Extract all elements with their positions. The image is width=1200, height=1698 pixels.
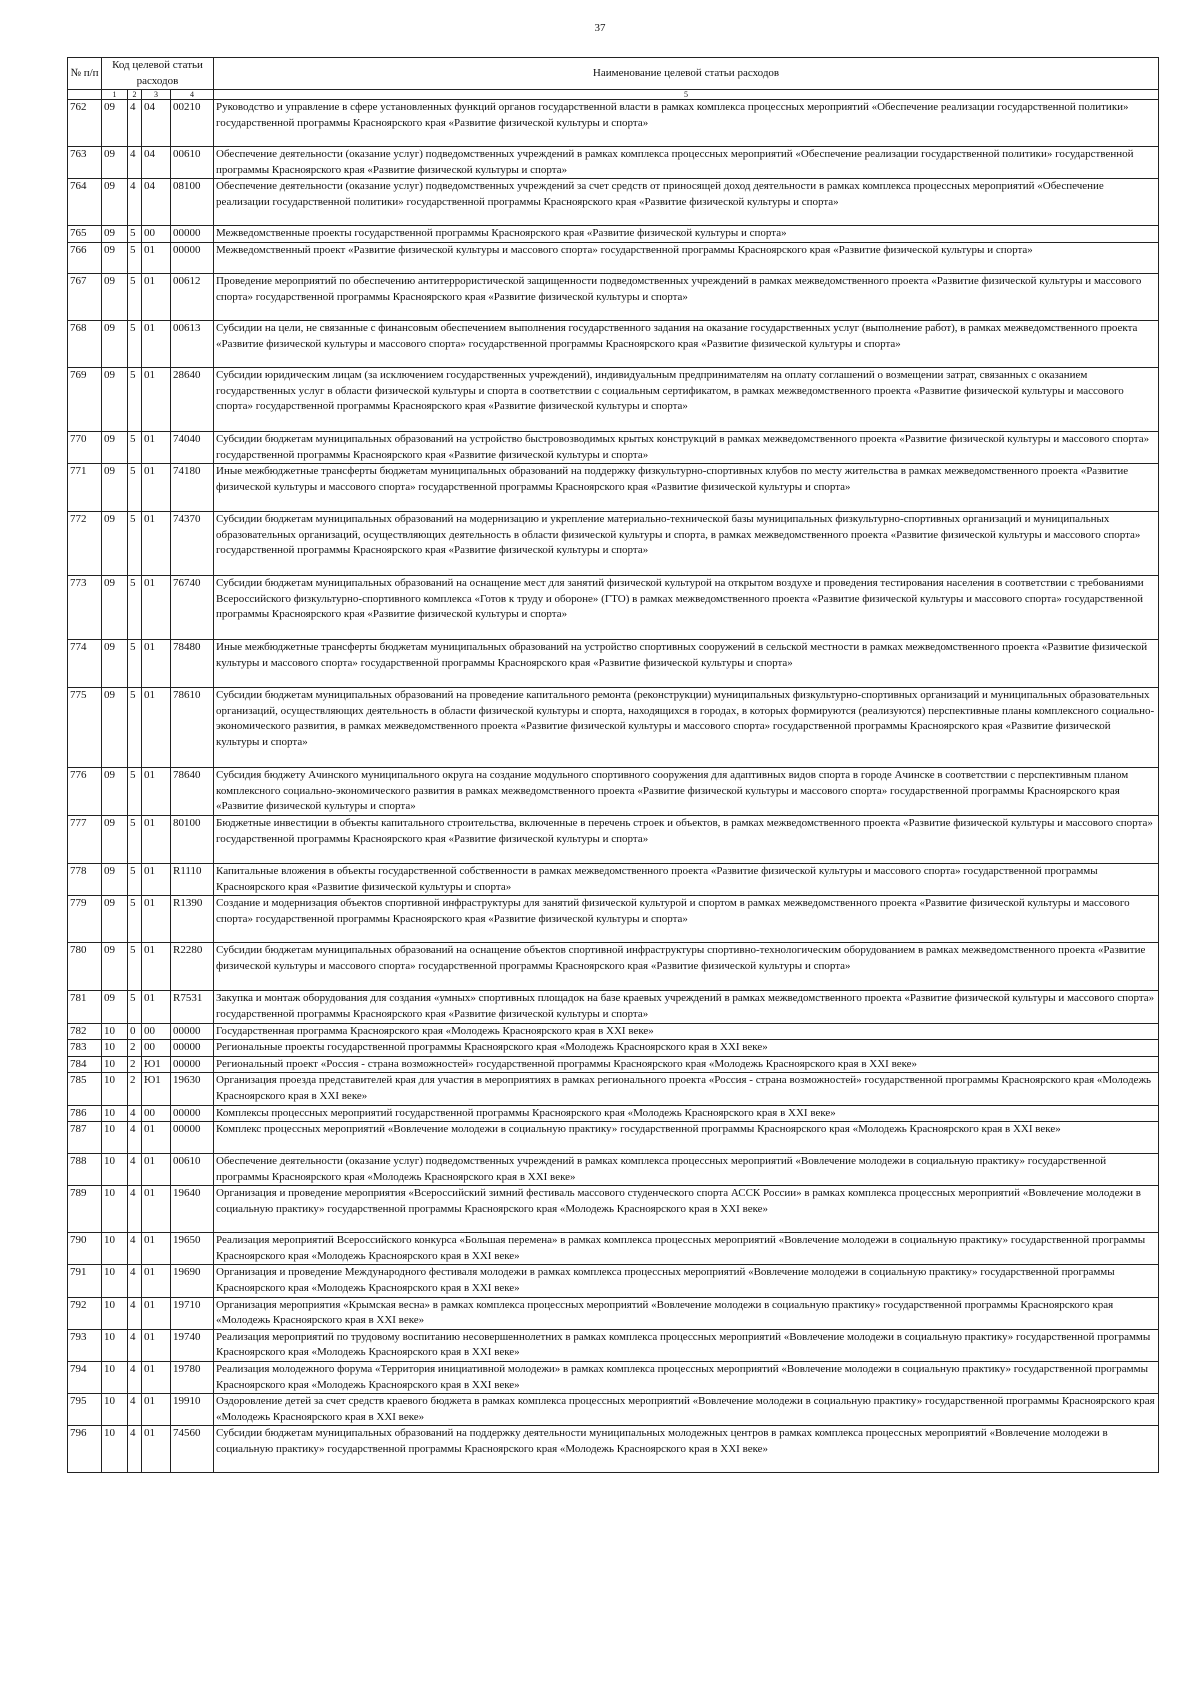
code-part-2: 4 <box>128 1186 142 1233</box>
row-number: 764 <box>68 179 102 226</box>
table-row <box>68 1040 1159 1057</box>
code-part-3: 01 <box>142 1329 171 1361</box>
row-number: 767 <box>68 273 102 320</box>
code-part-3: 01 <box>142 1265 171 1297</box>
code-part-4: 78640 <box>171 768 214 816</box>
table-row <box>68 1233 1159 1265</box>
code-part-2: 4 <box>128 179 142 226</box>
table-row <box>68 273 1159 320</box>
code-part-1: 09 <box>102 864 128 896</box>
table-row <box>68 1122 1159 1154</box>
code-part-3: 01 <box>142 320 171 367</box>
table-row <box>68 943 1159 991</box>
code-part-1: 09 <box>102 512 128 576</box>
expense-name: Комплекс процессных мероприятий «Вовлечение молодежи в социальную практику» государственной программы Красноярского края «Молодежь Красноярского края в XXI веке» <box>214 1122 1159 1154</box>
code-part-1: 10 <box>102 1056 128 1073</box>
row-number: 783 <box>68 1040 102 1057</box>
code-part-3: 01 <box>142 768 171 816</box>
row-number: 777 <box>68 816 102 864</box>
code-part-4: 74370 <box>171 512 214 576</box>
code-part-3: 01 <box>142 512 171 576</box>
expense-name: Закупка и монтаж оборудования для создания «умных» спортивных площадок на базе краевых учреждений в рамках межведомственного проекта «Развитие физической культуры и массового спорта» государственной программы Красноярского края «Развитие физической культуры и спорта» <box>214 991 1159 1023</box>
code-part-2: 5 <box>128 640 142 688</box>
code-part-4: 00613 <box>171 320 214 367</box>
row-number: 784 <box>68 1056 102 1073</box>
code-part-1: 10 <box>102 1329 128 1361</box>
row-number: 781 <box>68 991 102 1023</box>
table-row <box>68 1265 1159 1297</box>
table-row <box>68 1023 1159 1040</box>
code-part-1: 10 <box>102 1297 128 1329</box>
expense-name: Субсидии бюджетам муниципальных образований на проведение капитального ремонта (реконструкции) муниципальных физкультурно-спортивных организаций и муниципальных образовательных организаций, осуществляющих деятельность в области физической культуры и спорта, находящихся в городах, в которых формируются (реализуются) перспективные планы комплексного социально-экономического развития, в рамках межведомственного проекта «Развитие физической культуры и массового спорта» государственной программы Красноярского края «Развитие физической культуры и спорта» <box>214 688 1159 768</box>
code-part-1: 09 <box>102 768 128 816</box>
code-part-3: 01 <box>142 896 171 943</box>
row-number: 782 <box>68 1023 102 1040</box>
code-part-4: 00000 <box>171 1122 214 1154</box>
table-row <box>68 1426 1159 1473</box>
code-part-4: R1390 <box>171 896 214 943</box>
header-sub-5: 5 <box>214 90 1159 100</box>
table-row <box>68 1329 1159 1361</box>
row-number: 769 <box>68 367 102 431</box>
code-part-1: 09 <box>102 688 128 768</box>
code-part-4: 19780 <box>171 1362 214 1394</box>
code-part-1: 09 <box>102 943 128 991</box>
code-part-3: 04 <box>142 100 171 147</box>
code-part-4: 00000 <box>171 226 214 243</box>
table-row <box>68 226 1159 243</box>
code-part-2: 5 <box>128 991 142 1023</box>
code-part-2: 4 <box>128 1394 142 1426</box>
code-part-1: 09 <box>102 367 128 431</box>
code-part-4: 19690 <box>171 1265 214 1297</box>
code-part-1: 09 <box>102 816 128 864</box>
code-part-2: 4 <box>128 100 142 147</box>
code-part-2: 5 <box>128 226 142 243</box>
table-row <box>68 816 1159 864</box>
code-part-2: 4 <box>128 1105 142 1122</box>
code-part-1: 10 <box>102 1233 128 1265</box>
expense-name: Реализация мероприятий Всероссийского конкурса «Большая перемена» в рамках комплекса процессных мероприятий «Вовлечение молодежи в социальную практику» государственной программы Красноярского края «Молодежь Красноярского края в XXI веке» <box>214 1233 1159 1265</box>
code-part-3: 04 <box>142 179 171 226</box>
code-part-2: 5 <box>128 431 142 463</box>
page-number: 37 <box>594 22 606 34</box>
code-part-4: 00610 <box>171 147 214 179</box>
code-part-2: 4 <box>128 1265 142 1297</box>
code-part-3: 00 <box>142 1040 171 1057</box>
code-part-3: 01 <box>142 1122 171 1154</box>
row-number: 778 <box>68 864 102 896</box>
code-part-1: 09 <box>102 640 128 688</box>
code-part-1: 10 <box>102 1426 128 1473</box>
row-number: 794 <box>68 1362 102 1394</box>
header-code: Код целевой статьи расходов <box>102 58 214 90</box>
code-part-3: 00 <box>142 1023 171 1040</box>
table-row <box>68 1362 1159 1394</box>
code-part-2: 5 <box>128 943 142 991</box>
code-part-1: 10 <box>102 1394 128 1426</box>
table-row <box>68 576 1159 640</box>
code-part-2: 2 <box>128 1040 142 1057</box>
code-part-3: 01 <box>142 1297 171 1329</box>
row-number: 795 <box>68 1394 102 1426</box>
expense-name: Капитальные вложения в объекты государственной собственности в рамках межведомственного проекта «Развитие физической культуры и массового спорта» государственной программы Красноярского края «Развитие физической культуры и спорта» <box>214 864 1159 896</box>
code-part-3: 01 <box>142 991 171 1023</box>
row-number: 762 <box>68 100 102 147</box>
table-row <box>68 864 1159 896</box>
row-number: 763 <box>68 147 102 179</box>
header-sub-blank <box>68 90 102 100</box>
code-part-2: 4 <box>128 1362 142 1394</box>
code-part-3: 01 <box>142 688 171 768</box>
expense-name: Создание и модернизация объектов спортивной инфраструктуры для занятий физической культурой и спортом в рамках межведомственного проекта «Развитие физической культуры и массового спорта» государственной программы Красноярского края «Развитие физической культуры и спорта» <box>214 896 1159 943</box>
row-number: 766 <box>68 242 102 273</box>
code-part-4: 80100 <box>171 816 214 864</box>
code-part-1: 09 <box>102 431 128 463</box>
code-part-1: 09 <box>102 896 128 943</box>
header-row-number: № п/п <box>68 58 102 90</box>
code-part-1: 09 <box>102 100 128 147</box>
table-row <box>68 640 1159 688</box>
expense-name: Иные межбюджетные трансферты бюджетам муниципальных образований на устройство спортивных сооружений в сельской местности в рамках межведомственного проекта «Развитие физической культуры и массового спорта» государственной программы Красноярского края «Развитие физической культуры и спорта» <box>214 640 1159 688</box>
budget-classification-table <box>67 57 1159 1473</box>
code-part-3: 01 <box>142 943 171 991</box>
expense-name: Комплексы процессных мероприятий государственной программы Красноярского края «Молодежь Красноярского края в XXI веке» <box>214 1105 1159 1122</box>
code-part-2: 5 <box>128 816 142 864</box>
code-part-2: 4 <box>128 1426 142 1473</box>
table-row <box>68 464 1159 512</box>
code-part-2: 5 <box>128 464 142 512</box>
expense-name: Межведомственные проекты государственной программы Красноярского края «Развитие физической культуры и спорта» <box>214 226 1159 243</box>
code-part-4: 76740 <box>171 576 214 640</box>
code-part-3: 01 <box>142 1186 171 1233</box>
code-part-4: 08100 <box>171 179 214 226</box>
header-sub-1: 1 <box>102 90 128 100</box>
code-part-4: 19630 <box>171 1073 214 1105</box>
expense-name: Субсидии на цели, не связанные с финансовым обеспечением выполнения государственного задания на оказание государственных услуг (выполнение работ), в рамках межведомственного проекта «Развитие физической культуры и массового спорта» государственной программы Красноярского края «Развитие физической культуры и спорта» <box>214 320 1159 367</box>
code-part-2: 2 <box>128 1056 142 1073</box>
code-part-4: 19740 <box>171 1329 214 1361</box>
table-row <box>68 991 1159 1023</box>
code-part-4: 74560 <box>171 1426 214 1473</box>
code-part-2: 4 <box>128 1329 142 1361</box>
table-row <box>68 320 1159 367</box>
row-number: 775 <box>68 688 102 768</box>
code-part-1: 10 <box>102 1105 128 1122</box>
table-row <box>68 147 1159 179</box>
expense-name: Проведение мероприятий по обеспечению антитеррористической защищенности подведомственных учреждений в рамках межведомственного проекта «Развитие физической культуры и массового спорта» государственной программы Красноярского края «Развитие физической культуры и спорта» <box>214 273 1159 320</box>
code-part-2: 5 <box>128 367 142 431</box>
code-part-1: 09 <box>102 226 128 243</box>
code-part-3: 01 <box>142 464 171 512</box>
code-part-2: 5 <box>128 242 142 273</box>
expense-name: Субсидии бюджетам муниципальных образований на оснащение мест для занятий физической культурой на открытом воздухе и проведения тестирования населения в соответствии с требованиями Всероссийского физкультурно-спортивного комплекса «Готов к труду и обороне» (ГТО) в рамках межведомственного проекта «Развитие физической культуры и массового спорта» государственной программы Красноярского края «Развитие физической культуры и спорта» <box>214 576 1159 640</box>
expense-name: Бюджетные инвестиции в объекты капитального строительства, включенные в перечень строек и объектов, в рамках межведомственного проекта «Развитие физической культуры и массового спорта» государственной программы Красноярского края «Развитие физической культуры и спорта» <box>214 816 1159 864</box>
expense-name: Государственная программа Красноярского края «Молодежь Красноярского края в XXI веке» <box>214 1023 1159 1040</box>
code-part-4: 19710 <box>171 1297 214 1329</box>
header-name: Наименование целевой статьи расходов <box>214 58 1159 90</box>
table-row <box>68 1394 1159 1426</box>
code-part-4: 00000 <box>171 1023 214 1040</box>
row-number: 780 <box>68 943 102 991</box>
code-part-2: 4 <box>128 1122 142 1154</box>
code-part-4: 78610 <box>171 688 214 768</box>
table-row <box>68 1186 1159 1233</box>
table-row <box>68 242 1159 273</box>
table-row <box>68 431 1159 463</box>
row-number: 786 <box>68 1105 102 1122</box>
expense-name: Руководство и управление в сфере установленных функций органов государственной власти в рамках комплекса процессных мероприятий «Обеспечение реализации государственной политики» государственной программы Красноярского края «Развитие физической культуры и спорта» <box>214 100 1159 147</box>
expense-name: Иные межбюджетные трансферты бюджетам муниципальных образований на поддержку физкультурно-спортивных клубов по месту жительства в рамках межведомственного проекта «Развитие физической культуры и массового спорта» государственной программы Красноярского края «Развитие физической культуры и спорта» <box>214 464 1159 512</box>
expense-name: Обеспечение деятельности (оказание услуг) подведомственных учреждений в рамках комплекса процессных мероприятий «Обеспечение реализации государственной политики» государственной программы Красноярского края «Развитие физической культуры и спорта» <box>214 147 1159 179</box>
code-part-3: 00 <box>142 226 171 243</box>
code-part-4: 78480 <box>171 640 214 688</box>
code-part-3: 01 <box>142 816 171 864</box>
row-number: 791 <box>68 1265 102 1297</box>
code-part-2: 2 <box>128 1073 142 1105</box>
code-part-2: 5 <box>128 320 142 367</box>
code-part-2: 4 <box>128 1233 142 1265</box>
expense-name: Обеспечение деятельности (оказание услуг) подведомственных учреждений в рамках комплекса процессных мероприятий «Вовлечение молодежи в социальную практику» государственной программы Красноярского края «Молодежь Красноярского края в XXI веке» <box>214 1154 1159 1186</box>
row-number: 793 <box>68 1329 102 1361</box>
code-part-3: 01 <box>142 431 171 463</box>
code-part-4: 74040 <box>171 431 214 463</box>
row-number: 779 <box>68 896 102 943</box>
row-number: 789 <box>68 1186 102 1233</box>
table-row <box>68 768 1159 816</box>
expense-name: Региональный проект «Россия - страна возможностей» государственной программы Красноярского края «Молодежь Красноярского края в XXI веке» <box>214 1056 1159 1073</box>
header-sub-3: 3 <box>142 90 171 100</box>
row-number: 796 <box>68 1426 102 1473</box>
expense-name: Субсидии бюджетам муниципальных образований на оснащение объектов спортивной инфраструктуры спортивно-технологическим оборудованием в рамках межведомственного проекта «Развитие физической культуры и массового спорта» государственной программы Красноярского края «Развитие физической культуры и спорта» <box>214 943 1159 991</box>
expense-name: Организация и проведение Международного фестиваля молодежи в рамках комплекса процессных мероприятий «Вовлечение молодежи в социальную практику» государственной программы Красноярского края «Молодежь Красноярского края в XXI веке» <box>214 1265 1159 1297</box>
table-row <box>68 688 1159 768</box>
code-part-3: Ю1 <box>142 1056 171 1073</box>
code-part-4: 00000 <box>171 1040 214 1057</box>
code-part-1: 10 <box>102 1186 128 1233</box>
code-part-3: 01 <box>142 1426 171 1473</box>
code-part-1: 10 <box>102 1154 128 1186</box>
code-part-1: 10 <box>102 1023 128 1040</box>
code-part-4: 00000 <box>171 1105 214 1122</box>
code-part-1: 09 <box>102 242 128 273</box>
code-part-3: 00 <box>142 1105 171 1122</box>
table-row <box>68 1297 1159 1329</box>
expense-name: Региональные проекты государственной программы Красноярского края «Молодежь Красноярского края в XXI веке» <box>214 1040 1159 1057</box>
expense-name: Организация и проведение мероприятия «Всероссийский зимний фестиваль массового студенческого спорта АССК России» в рамках комплекса процессных мероприятий «Вовлечение молодежи в социальную практику» государственной программы Красноярского края «Молодежь Красноярского края в XXI веке» <box>214 1186 1159 1233</box>
table-row <box>68 1154 1159 1186</box>
code-part-1: 10 <box>102 1040 128 1057</box>
code-part-4: R7531 <box>171 991 214 1023</box>
code-part-1: 09 <box>102 179 128 226</box>
code-part-4: 00612 <box>171 273 214 320</box>
expense-name: Межведомственный проект «Развитие физической культуры и массового спорта» государственной программы Красноярского края «Развитие физической культуры и спорта» <box>214 242 1159 273</box>
code-part-2: 4 <box>128 147 142 179</box>
code-part-1: 09 <box>102 273 128 320</box>
row-number: 792 <box>68 1297 102 1329</box>
code-part-4: 19650 <box>171 1233 214 1265</box>
row-number: 772 <box>68 512 102 576</box>
row-number: 770 <box>68 431 102 463</box>
code-part-3: Ю1 <box>142 1073 171 1105</box>
expense-name: Реализация молодежного форума «Территория инициативной молодежи» в рамках комплекса процессных мероприятий «Вовлечение молодежи в социальную практику» государственной программы Красноярского края «Молодежь Красноярского края в XXI веке» <box>214 1362 1159 1394</box>
code-part-2: 4 <box>128 1297 142 1329</box>
table-row <box>68 1056 1159 1073</box>
code-part-3: 01 <box>142 1394 171 1426</box>
code-part-1: 09 <box>102 991 128 1023</box>
expense-name: Оздоровление детей за счет средств краевого бюджета в рамках комплекса процессных мероприятий «Вовлечение молодежи в социальную практику» государственной программы Красноярского края «Молодежь Красноярского края в XXI веке» <box>214 1394 1159 1426</box>
code-part-2: 5 <box>128 688 142 768</box>
code-part-4: 00610 <box>171 1154 214 1186</box>
code-part-2: 5 <box>128 273 142 320</box>
code-part-2: 5 <box>128 896 142 943</box>
code-part-4: 19910 <box>171 1394 214 1426</box>
table-row <box>68 367 1159 431</box>
row-number: 773 <box>68 576 102 640</box>
expense-name: Субсидии бюджетам муниципальных образований на устройство быстровозводимых крытых конструкций в рамках межведомственного проекта «Развитие физической культуры и массового спорта» государственной программы Красноярского края «Развитие физической культуры и спорта» <box>214 431 1159 463</box>
code-part-2: 5 <box>128 512 142 576</box>
expense-name: Обеспечение деятельности (оказание услуг) подведомственных учреждений за счет средств от приносящей доход деятельности в рамках комплекса процессных мероприятий «Обеспечение реализации государственной политики» государственной программы Красноярского края «Развитие физической культуры и спорта» <box>214 179 1159 226</box>
code-part-2: 4 <box>128 1154 142 1186</box>
table-row <box>68 896 1159 943</box>
expense-name: Субсидии бюджетам муниципальных образований на модернизацию и укрепление материально-технической базы муниципальных физкультурно-спортивных организаций и муниципальных образовательных организаций, осуществляющих деятельность в области физической культуры и спорта, в рамках межведомственного проекта «Развитие физической культуры и массового спорта» государственной программы Красноярского края «Развитие физической культуры и спорта» <box>214 512 1159 576</box>
expense-name: Субсидии бюджетам муниципальных образований на поддержку деятельности муниципальных молодежных центров в рамках комплекса процессных мероприятий «Вовлечение молодежи в социальную практику» государственной программы Красноярского края «Молодежь Красноярского края в XXI веке» <box>214 1426 1159 1473</box>
table-row <box>68 1073 1159 1105</box>
expense-name: Организация проезда представителей края для участия в мероприятиях в рамках регионального проекта «Россия - страна возможностей» государственной программы Красноярского края «Молодежь Красноярского края в XXI веке» <box>214 1073 1159 1105</box>
code-part-2: 5 <box>128 768 142 816</box>
code-part-2: 5 <box>128 576 142 640</box>
code-part-4: 00000 <box>171 242 214 273</box>
row-number: 771 <box>68 464 102 512</box>
code-part-4: 74180 <box>171 464 214 512</box>
header-sub-2: 2 <box>128 90 142 100</box>
expense-name: Реализация мероприятий по трудовому воспитанию несовершеннолетних в рамках комплекса процессных мероприятий «Вовлечение молодежи в социальную практику» государственной программы Красноярского края «Молодежь Красноярского края в XXI веке» <box>214 1329 1159 1361</box>
code-part-3: 01 <box>142 1233 171 1265</box>
code-part-4: 00210 <box>171 100 214 147</box>
code-part-3: 04 <box>142 147 171 179</box>
code-part-1: 10 <box>102 1362 128 1394</box>
code-part-3: 01 <box>142 242 171 273</box>
code-part-4: 28640 <box>171 367 214 431</box>
code-part-1: 10 <box>102 1122 128 1154</box>
code-part-3: 01 <box>142 273 171 320</box>
code-part-3: 01 <box>142 1362 171 1394</box>
table-row <box>68 512 1159 576</box>
expense-name: Субсидии юридическим лицам (за исключением государственных учреждений), индивидуальным предпринимателям на оплату соглашений о возмещении затрат, связанных с оказанием государственных услуг в области физической культуры и спорта в соответствии с социальным сертификатом, в рамках межведомственного проекта «Развитие физической культуры и массового спорта» государственной программы Красноярского края «Развитие физической культуры и спорта» <box>214 367 1159 431</box>
table-row <box>68 179 1159 226</box>
table-row <box>68 100 1159 147</box>
code-part-3: 01 <box>142 640 171 688</box>
row-number: 768 <box>68 320 102 367</box>
code-part-2: 0 <box>128 1023 142 1040</box>
row-number: 790 <box>68 1233 102 1265</box>
expense-name: Организация мероприятия «Крымская весна» в рамках комплекса процессных мероприятий «Вовлечение молодежи в социальную практику» государственной программы Красноярского края «Молодежь Красноярского края в XXI веке» <box>214 1297 1159 1329</box>
table-row <box>68 1105 1159 1122</box>
code-part-1: 09 <box>102 147 128 179</box>
code-part-4: R2280 <box>171 943 214 991</box>
code-part-1: 10 <box>102 1265 128 1297</box>
code-part-1: 10 <box>102 1073 128 1105</box>
code-part-3: 01 <box>142 864 171 896</box>
code-part-1: 09 <box>102 576 128 640</box>
code-part-1: 09 <box>102 320 128 367</box>
row-number: 765 <box>68 226 102 243</box>
code-part-4: R1110 <box>171 864 214 896</box>
row-number: 787 <box>68 1122 102 1154</box>
code-part-3: 01 <box>142 576 171 640</box>
row-number: 788 <box>68 1154 102 1186</box>
code-part-4: 00000 <box>171 1056 214 1073</box>
code-part-4: 19640 <box>171 1186 214 1233</box>
code-part-2: 5 <box>128 864 142 896</box>
row-number: 776 <box>68 768 102 816</box>
expense-name: Субсидия бюджету Ачинского муниципального округа на создание модульного спортивного сооружения для адаптивных видов спорта в городе Ачинске в соответствии с перспективным планом комплексного социально-экономического развития в рамках межведомственного проекта «Развитие физической культуры и массового спорта» государственной программы Красноярского края «Развитие физической культуры и спорта» <box>214 768 1159 816</box>
code-part-1: 09 <box>102 464 128 512</box>
row-number: 774 <box>68 640 102 688</box>
code-part-3: 01 <box>142 367 171 431</box>
header-sub-4: 4 <box>171 90 214 100</box>
row-number: 785 <box>68 1073 102 1105</box>
code-part-3: 01 <box>142 1154 171 1186</box>
